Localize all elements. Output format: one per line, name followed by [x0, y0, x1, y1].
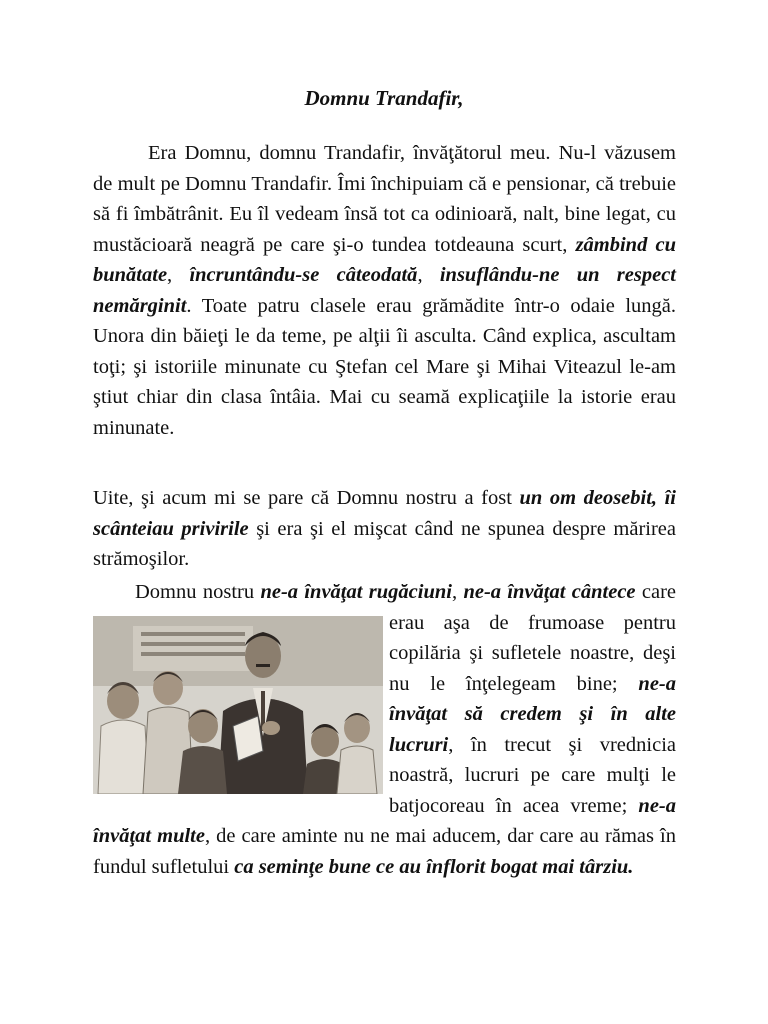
body-text: Domnu nostru	[135, 581, 261, 603]
emphasis-text: ne-a învăţat cântece	[463, 581, 636, 603]
teacher-with-pupils-illustration	[93, 616, 383, 794]
page-title: Domnu Trandafir,	[304, 86, 464, 110]
emphasis-text: ca seminţe bune ce au înflorit bogat mai târziu.	[234, 855, 634, 878]
emphasis-text: ne-a învăţat rugăciuni	[260, 581, 452, 603]
body-text: şi era şi el mişcat când ne spunea despre mărirea strămoşilor.	[93, 517, 676, 570]
body-text: ,	[451, 581, 464, 603]
body-text: Era Domnu, domnu Trandafir, învăţătorul meu. Nu-l văzusem de mult pe Domnu Trandafir. Îmi închipuiam că e pensionar, că trebuie să fi îmbătrânit. Eu îl vedeam însă tot ca odinioară, nalt, bine legat, cu mustăcioară neagră pe care şi-o tundea totdeauna scurt,	[93, 142, 676, 256]
paragraph-1-text	[93, 138, 676, 443]
body-text: ,	[417, 264, 440, 286]
paragraph-3-lead	[135, 581, 452, 603]
body-text: , de care aminte nu ne mai aducem, dar care au rămas în fundul sufletului	[93, 825, 676, 878]
paragraph-2-text	[93, 483, 676, 575]
emphasis-text: insuflându-ne un respect nemărginit	[93, 264, 677, 317]
emphasis-text: ne-a învăţat multe	[93, 794, 676, 847]
emphasis-text: încruntându-se câteodată	[189, 264, 418, 286]
body-text: care erau aşa de frumoase pentru copilăria şi sufletele noastre, deşi nu le înţelegeam bine;	[389, 581, 676, 695]
body-text: ,	[167, 264, 190, 286]
paragraph-1	[93, 138, 676, 443]
paragraph-3-text	[93, 577, 676, 882]
emphasis-text: ne-a învăţat să credem şi în alte lucruri	[389, 672, 676, 756]
body-text: Uite, şi acum mi se pare că Domnu nostru a fost	[93, 487, 520, 509]
body-text: . Toate patru clasele erau grămădite într-o odaie lungă. Unora din băieţi le da teme, pe alţii îi asculta. Când explica, ascultam toţi; şi istoriile minunate cu Ştefan cel Mare şi Mihai Viteazul le-am ştiut chiar din clasa întâia. Mai cu seamă explicaţiile la istorie erau minunate.	[93, 294, 676, 439]
paragraph-2	[93, 483, 676, 575]
emphasis-text: un om deosebit, îi scânteiau privirile	[93, 487, 676, 540]
body-text: , în trecut şi vrednicia noastră, lucruri pe care mulţi le batjocoreau în acea vreme;	[389, 733, 676, 817]
paragraph-3	[93, 577, 676, 882]
emphasis-text: zâmbind cu bunătate	[93, 233, 677, 286]
